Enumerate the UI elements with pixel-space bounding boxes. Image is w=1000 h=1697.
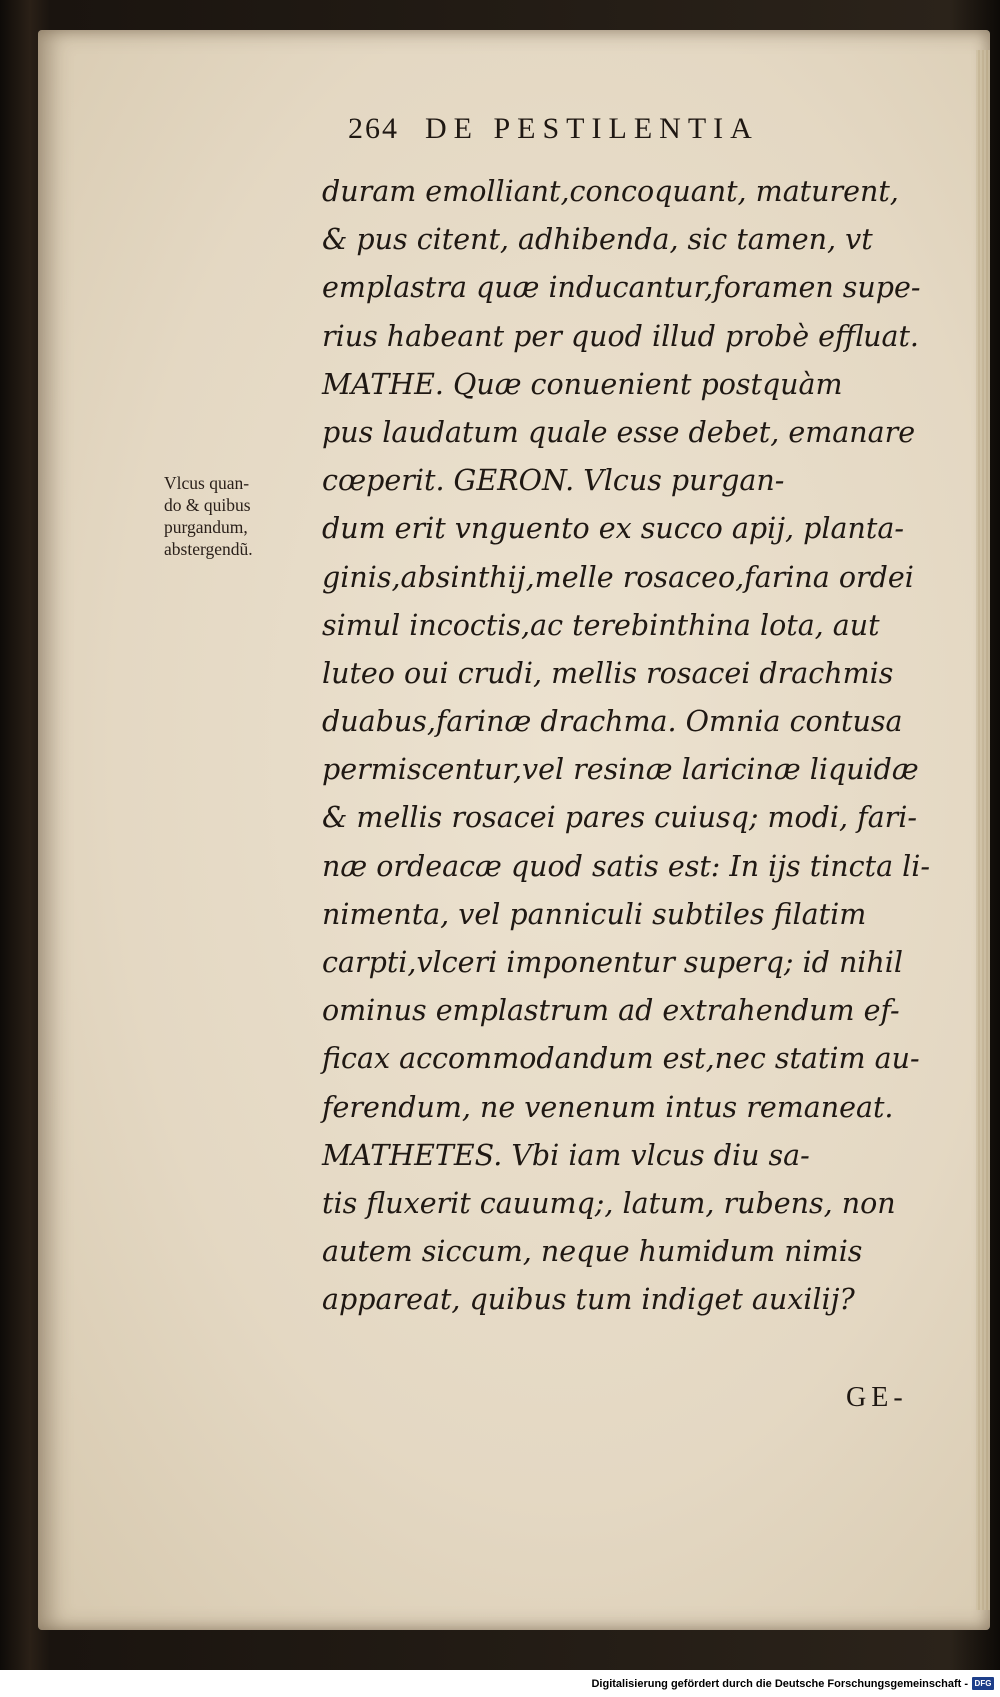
text-line: ficax accommodandum est,nec statim au- [322, 1042, 920, 1076]
text-line: tis fluxerit cauumq;, latum, rubens, non [322, 1186, 896, 1220]
marginal-line: abstergendũ. [164, 539, 253, 559]
page-number: 264 [348, 112, 399, 145]
text-line: appareat, quibus tum indiget auxilij? [322, 1283, 855, 1317]
text-line: permiscentur,vel resinæ laricinæ liquidæ [322, 753, 919, 787]
text-line: rius habeant per quod illud probè effluat. [322, 319, 919, 353]
text-line: MATHE. Quæ conuenient postquàm [322, 367, 843, 401]
text-line: ginis,absinthij,melle rosaceo,farina ordei [322, 560, 914, 594]
page-edge [976, 50, 990, 1610]
main-text-block [322, 168, 942, 1325]
marginal-line: do & quibus [164, 495, 251, 515]
running-title: DE PESTILENTIA [425, 112, 759, 145]
running-header [348, 112, 888, 152]
text-line: simul incoctis,ac terebinthina lota, aut [322, 608, 880, 642]
text-line: pus laudatum quale esse debet, emanare [322, 415, 916, 449]
text-line: emplastra quæ inducantur,foramen supe- [322, 271, 921, 305]
marginal-line: purgandum, [164, 517, 248, 537]
text-line: autem siccum, neque humidum nimis [322, 1235, 863, 1269]
catchword: GE- [846, 1382, 908, 1413]
text-line: carpti,vlceri imponentur superq; id nihil [322, 946, 903, 979]
text-line: duabus,farinæ drachma. Omnia contusa [322, 705, 903, 739]
text-line: luteo oui crudi, mellis rosacei drachmis [322, 656, 894, 690]
text-line: duram emolliant,concoquant, maturent, [322, 175, 899, 208]
text-line: ominus emplastrum ad extrahendum ef- [322, 994, 900, 1028]
text-line: & mellis rosacei pares cuiusq; modi, fari- [322, 801, 918, 835]
dfg-logo: DFG [972, 1677, 994, 1690]
text-line: cœperit. GERON. Vlcus purgan- [322, 464, 785, 498]
marginal-note [164, 472, 322, 560]
text-line: & pus citent, adhibenda, sic tamen, vt [322, 223, 873, 257]
text-line: nimenta, vel panniculi subtiles filatim [322, 897, 867, 931]
text-line: dum erit vnguento ex succo apij, planta- [322, 512, 904, 546]
funding-credit: Digitalisierung gefördert durch die Deutsche Forschungsgemeinschaft - [591, 1677, 968, 1690]
text-line: næ ordeacæ quod satis est: In ijs tincta li- [322, 849, 930, 883]
text-line: MATHETES. Vbi iam vlcus diu sa- [322, 1138, 810, 1172]
marginal-line: Vlcus quan- [164, 473, 250, 493]
digitization-footer [0, 1670, 1000, 1697]
text-line: ferendum, ne venenum intus remaneat. [322, 1090, 894, 1124]
